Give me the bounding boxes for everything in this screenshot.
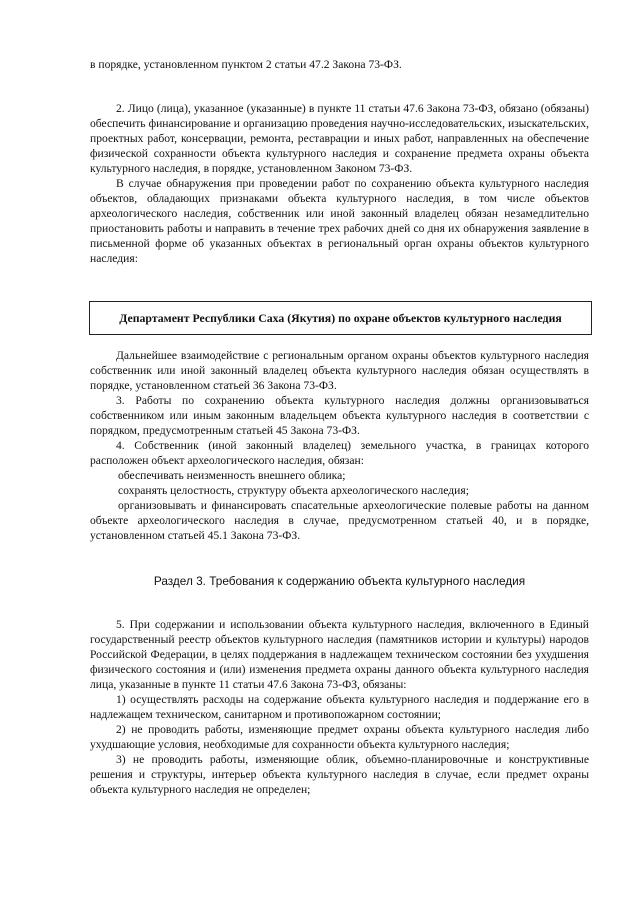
list-item-5-3: 3) не проводить работы, изменяющие облик, объемно-планировочные и конструктивные решения и структуры, интерьер объекта культурного наследия в случае, если предмет охраны объекта культурного наследия не определен; bbox=[90, 753, 589, 796]
list-item-4-3: организовывать и финансировать спасательные археологические полевые работы на данном объекте археологического наследия в случае, предусмотренном статьей 40, и в порядке, установленном статьей 45.1 Закона 73-ФЗ. bbox=[90, 499, 589, 542]
authority-name: Департамент Республики Саха (Якутия) по охране объектов культурного наследия bbox=[119, 310, 562, 325]
paragraph-5: 5. При содержании и использовании объекта культурного наследия, включенного в Единый государственный реестр объектов культурного наследия (памятников истории и культуры) народов Российской Федерации, в целях поддержания в надлежащем техническом состоянии без ухудшения физического состояния и (или) изменения предмета охраны данного объекта культурного наследия лица, указанные в пункте 11 статьи 47.6 Закона 73-ФЗ, обязаны: bbox=[90, 618, 589, 691]
section-3-heading: Раздел 3. Требования к содержанию объекта культурного наследия bbox=[153, 574, 526, 588]
paragraph-3: 3. Работы по сохранению объекта культурного наследия должны организовываться собственником или иным законным владельцем объекта культурного наследия в соответствии с порядком, предусмотренным статьей 45 Закона 73-ФЗ. bbox=[90, 394, 589, 437]
paragraph-2: 2. Лицо (лица), указанное (указанные) в пункте 11 статьи 47.6 Закона 73-ФЗ, обязано (обязаны) обеспечить финансирование и организацию проведения научно-исследовательских, изыскательских, проектных работ, консервации, ремонта, реставрации и иных работ, направленных на обеспечение физической сохранности объекта культурного наследия и сохранение предмета охраны объекта культурного наследия, в порядке, установленном Законом 73-ФЗ. bbox=[90, 102, 589, 175]
authority-box bbox=[89, 301, 592, 335]
paragraph-4: 4. Собственник (иной законный владелец) земельного участка, в границах которого расположен объект археологического наследия, обязан: bbox=[90, 439, 589, 467]
list-item-5-2: 2) не проводить работы, изменяющие предмет охраны объекта культурного наследия либо ухудшающие условия, необходимые для сохранности объекта культурного наследия; bbox=[90, 723, 589, 751]
paragraph-interaction: Дальнейшее взаимодействие с региональным органом охраны объектов культурного наследия собственник или иной законный владелец объекта культурного наследия обязан осуществлять в порядке, установленном статьей 36 Закона 73-ФЗ. bbox=[90, 349, 589, 392]
section-2-block bbox=[90, 101, 589, 266]
list-item-5-1: 1) осуществлять расходы на содержание объекта культурного наследия и поддержание его в надлежащем техническом, санитарном и противопожарном состоянии; bbox=[90, 693, 589, 721]
list-item-4-1: обеспечивать неизменность внешнего облика; bbox=[118, 469, 346, 482]
continuation-text: в порядке, установленном пунктом 2 статьи 47.2 Закона 73-ФЗ. bbox=[90, 58, 402, 71]
list-item-4-2: сохранять целостность, структуру объекта археологического наследия; bbox=[118, 484, 469, 497]
paragraph-discovery: В случае обнаружения при проведении работ по сохранению объекта культурного наследия объектов, обладающих признаками объекта культурного наследия, в том числе объектов археологического наследия, собственник или иной законный владелец обязан незамедлительно приостановить работы и направить в течение трех рабочих дней со дня их обнаружения заявление в письменной форме об указанных объектах в региональный орган охраны объектов культурного наследия: bbox=[90, 177, 589, 265]
section-5-block bbox=[90, 617, 589, 797]
top-line bbox=[90, 57, 589, 72]
section-3-4-block bbox=[90, 348, 589, 543]
